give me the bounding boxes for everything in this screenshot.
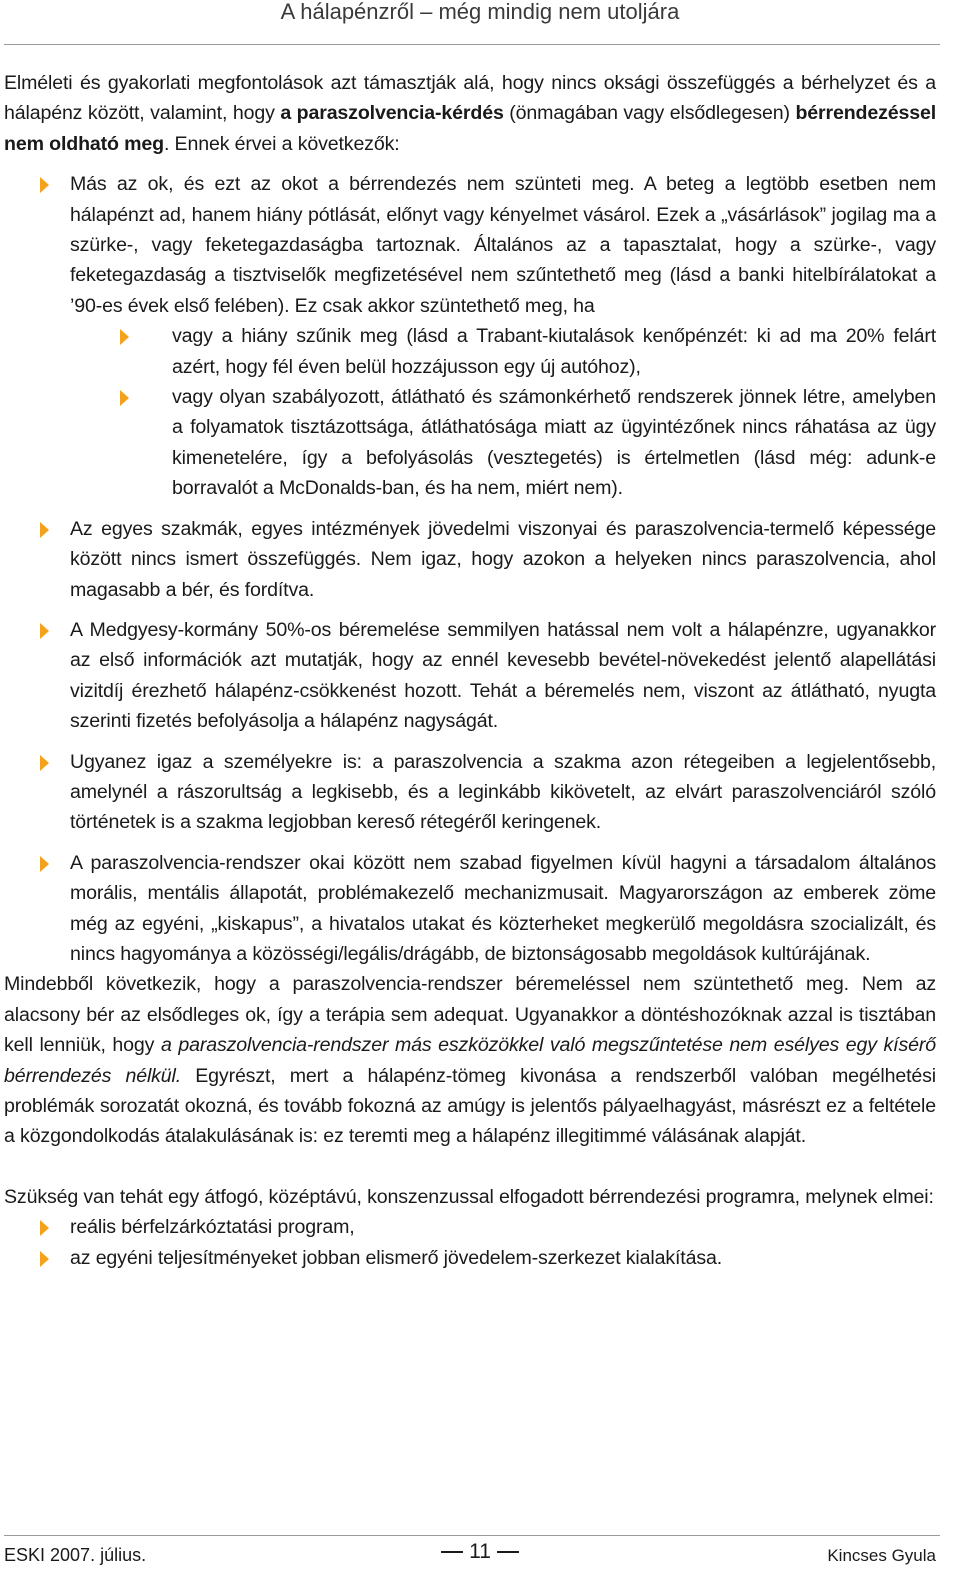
- list-item: [4, 1212, 936, 1242]
- page-number-block: [0, 1540, 960, 1564]
- list-item: [4, 615, 936, 737]
- list-item-text: A paraszolvencia-rendszer okai között nem szabad figyelmen kívül hagyni a társadalom általános morális, mentális állapotát, problémakezelő mechanizmusait. Magyarországon az emberek zöme még az egyéni, „kiskapus”, a hivatalos utakat és közterheket megkerülő megoldásra szocializált, és nincs hagyománya a közösségi/legális/drágább, de biztonságosabb megoldások kultúrájának.: [70, 851, 936, 965]
- footer-author: Kincses Gyula: [827, 1546, 936, 1565]
- intro-bold-2: bérrendezéssel nem oldható meg: [4, 102, 937, 155]
- intro-bold-1: a paraszolvencia-kérdés: [280, 102, 504, 125]
- list-item-text: A Medgyesy-kormány 50%-os béremelése semmilyen hatással nem volt a hálapénzre, ugyanakkor az első információk azt mutatják, hogy az ennél kevesebb bevétel-növekedést jelentő alapellátási vizitdíj érezhető hálapénz-csökkenést hozott. Tehát a béremelés nem, viszont az átlátható, nyugta szerinti fizetés befolyásolja a hálapénz nagyságát.: [70, 618, 936, 733]
- sub-list-item: [4, 321, 936, 382]
- list-item-text: Más az ok, és ezt az okot a bérrendezés nem szünteti meg. A beteg a legtöbb esetben nem hálapénzt ad, hanem hiány pótlását, előnyt vagy kényelmet vásárol. Ezek a „vásárlások” jogilag ma a szürke-, vagy feketegazdaságba tartoznak. Általános az a tapasztalat, hogy a szürke-, vagy feketegazdaság a tisztviselők megfizetésével nem szűntethető meg (lásd a banki hitelbírálatokat a ’90-es évek első felében). Ez csak akkor szüntethető meg, ha: [70, 173, 936, 317]
- intro-text-1: Elméleti és gyakorlati megfontolások azt támasztják alá, hogy nincs oksági összefüggés a bérhelyzet és a hálapénz között, valamint, hogy: [4, 72, 936, 125]
- conclusion-text-1: Mindebből következik, hogy a paraszolvencia-rendszer béremeléssel nem szüntethető meg. Nem az alacsony bér az elsődleges ok, így a terápia sem adequat. Ugyanakkor a döntéshozóknak azzal is tisztában kell lenniük, hogy: [4, 973, 936, 1057]
- list-item: [4, 848, 936, 970]
- dash-left: [441, 1551, 463, 1553]
- page-number: 11: [469, 1540, 491, 1563]
- intro-text-2: (önmagában vagy elsődlegesen): [503, 102, 796, 125]
- footer-source: ESKI 2007. július.: [4, 1545, 147, 1565]
- conclusion-italic: a paraszolvencia-rendszer más eszközökkel való megszűntetése nem esélyes egy kísérő bérrendezés nélkül.: [4, 1034, 936, 1087]
- sub-list-item-text: vagy a hiány szűnik meg (lásd a Trabant-kiutalások kenőpénzét: ki ad ma 20% felárt azért, hogy fél éven belül hozzájusson egy új autóhoz),: [172, 325, 936, 378]
- list-item: [4, 169, 936, 321]
- triangle-bullet-icon: [120, 329, 129, 345]
- triangle-bullet-icon: [40, 177, 49, 193]
- list-item-text: Az egyes szakmák, egyes intézmények jövedelmi viszonyai és paraszolvencia-termelő képessége között nincs ismert összefüggés. Nem igaz, hogy azokon a helyeken nincs paraszolvencia, ahol magasabb a bér, és fordítva.: [70, 517, 936, 601]
- triangle-bullet-icon: [40, 1220, 49, 1236]
- page-footer: [0, 1536, 960, 1576]
- triangle-bullet-icon: [120, 390, 129, 406]
- page-body: [4, 68, 936, 1273]
- sub-list-item: [4, 382, 936, 504]
- list-item-text: Ugyanez igaz a személyekre is: a paraszolvencia a szakma azon rétegeiben a legjelentősebb, amelynél a rászorultság a legkisebb, és a leginkább kikövetelt, az elvárt paraszolvenciáról szóló történetek is a szakma legjobban kereső rétegéről keringenek.: [70, 750, 936, 834]
- triangle-bullet-icon: [40, 623, 49, 639]
- triangle-bullet-icon: [40, 522, 49, 538]
- list-item: [4, 1243, 936, 1273]
- dash-right: [497, 1551, 519, 1553]
- sub-list-item-text: vagy olyan szabályozott, átlátható és számonkérhető rendszerek jönnek létre, amelyben a folyamatok tisztázottsága, átláthatósága miatt az ügyintézőnek nincs ráhatása az ügy kimenetelére, így a befolyásolás (vesztegetés) is értelmetlen (lásd még: adunk-e borravalót a McDonalds-ban, és ha nem, miért nem).: [172, 386, 936, 500]
- page-header: [0, 0, 960, 46]
- list-item: [4, 514, 936, 605]
- list-item-text: az egyéni teljesítményeket jobban elismerő jövedelem-szerkezet kialakítása.: [70, 1246, 723, 1269]
- list-item: [4, 747, 936, 838]
- conclusion-text-2: Egyrészt, mert a hálapénz-tömeg kivonása a rendszerből valóban megélhetési problémák sorozatát okozná, és tovább fokozná az amúgy is jelentős pályaelhagyást, másrészt ez a feltétele a közgondolkodás átalakulásának is: ez teremti meg a hálapénz illegitimmé válásának alapját.: [4, 1064, 937, 1148]
- header-divider: [4, 44, 940, 45]
- triangle-bullet-icon: [40, 856, 49, 872]
- triangle-bullet-icon: [40, 1251, 49, 1267]
- intro-text-3: . Ennek érvei a következők:: [163, 132, 400, 155]
- running-title: A hálapénzről – még mindig nem utoljára: [280, 0, 680, 24]
- program-intro: Szükség van tehát egy átfogó, középtávú, konszenzussal elfogadott bérrendezési programra, melynek elmei:: [4, 1185, 934, 1208]
- conclusion-paragraph: [4, 969, 936, 1151]
- triangle-bullet-icon: [40, 755, 49, 771]
- list-item-text: reális bérfelzárkóztatási program,: [70, 1216, 355, 1239]
- intro-paragraph: [4, 68, 936, 159]
